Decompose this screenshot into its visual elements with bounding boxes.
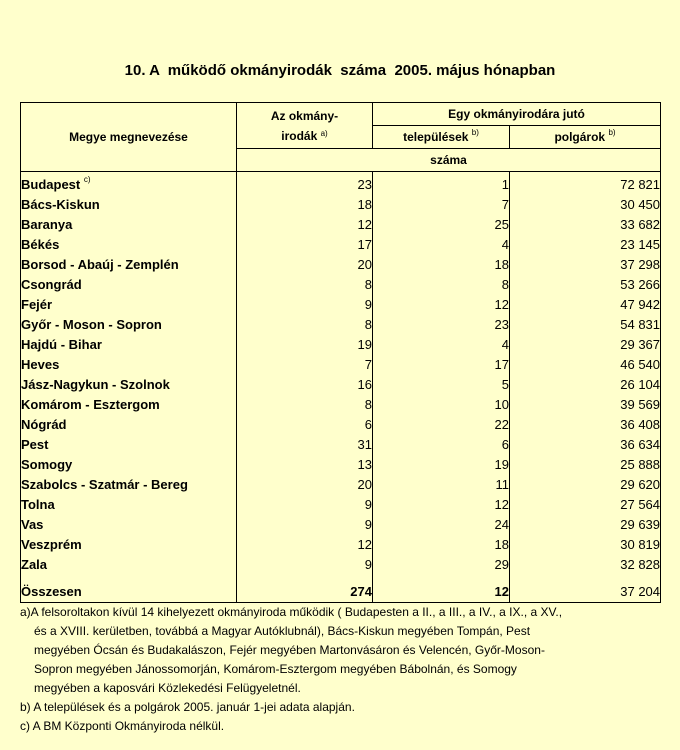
- footnote-line: megyében Ócsán és Budakalászon, Fejér megyében Martonvásáron és Velencén, Győr-Moson-: [34, 643, 545, 657]
- cell-citizens: 29 639: [510, 514, 661, 534]
- county-name-text: Nógrád: [21, 416, 67, 432]
- county-name: [21, 254, 237, 274]
- county-name-text: Hajdú - Bihar: [21, 336, 102, 352]
- cell-settlements: 24: [373, 514, 510, 534]
- cell-citizens: 29 620: [510, 474, 661, 494]
- cell-settlements: 18: [373, 254, 510, 274]
- county-name-text: Pest: [21, 436, 49, 452]
- cell-citizens: 36 634: [510, 434, 661, 454]
- cell-settlements: 10: [373, 394, 510, 414]
- header-citizens-sup: b): [608, 128, 616, 137]
- county-name-text: Tolna: [21, 496, 55, 512]
- county-name: [21, 374, 237, 394]
- county-name: [21, 434, 237, 454]
- county-name: [21, 234, 237, 254]
- header-settlements: [373, 126, 510, 149]
- table-body: [21, 172, 661, 603]
- county-name-text: Heves: [21, 356, 60, 372]
- cell-settlements: 1: [373, 172, 510, 195]
- cell-offices: 8: [237, 274, 373, 294]
- table-row: [21, 414, 661, 434]
- total-row: [21, 580, 661, 603]
- cell-offices: 20: [237, 474, 373, 494]
- cell-settlements: 4: [373, 234, 510, 254]
- table-row: [21, 514, 661, 534]
- county-name-text: Bács-Kiskun: [21, 196, 100, 212]
- total-label: Összesen: [21, 580, 237, 603]
- cell-citizens: 54 831: [510, 314, 661, 334]
- cell-citizens: 46 540: [510, 354, 661, 374]
- cell-citizens: 30 450: [510, 194, 661, 214]
- footnote-line: és a XVIII. kerületben, továbbá a Magyar Autóklubnál), Bács-Kiskun megyében Tompán, Pest: [34, 624, 531, 638]
- cell-settlements: 17: [373, 354, 510, 374]
- footnotes: [20, 603, 660, 736]
- cell-settlements: 29: [373, 554, 510, 574]
- cell-offices: 9: [237, 514, 373, 534]
- cell-citizens: 47 942: [510, 294, 661, 314]
- cell-settlements: 5: [373, 374, 510, 394]
- cell-offices: 18: [237, 194, 373, 214]
- county-name-text: Baranya: [21, 216, 73, 232]
- cell-citizens: 23 145: [510, 234, 661, 254]
- cell-offices: 6: [237, 414, 373, 434]
- header-offices-line1: Az okmány-: [270, 108, 339, 123]
- county-name-text: Budapest: [21, 176, 81, 192]
- cell-settlements: 18: [373, 534, 510, 554]
- county-name: [21, 294, 237, 314]
- county-name-text: Vas: [21, 516, 44, 532]
- header-offices: [237, 103, 373, 149]
- header-per-office-label: Egy okmányirodára jutó: [448, 107, 585, 121]
- county-name: [21, 172, 237, 195]
- table-row: [21, 534, 661, 554]
- cell-citizens: 39 569: [510, 394, 661, 414]
- county-name: [21, 334, 237, 354]
- county-name: [21, 354, 237, 374]
- cell-citizens: 32 828: [510, 554, 661, 574]
- cell-settlements: 8: [373, 274, 510, 294]
- header-county: [21, 103, 237, 172]
- county-name-text: Veszprém: [21, 536, 82, 552]
- table-row: [21, 274, 661, 294]
- footnote-line: b) A települések és a polgárok 2005. január 1-jei adata alapján.: [20, 700, 355, 714]
- county-name: [21, 514, 237, 534]
- county-name: [21, 214, 237, 234]
- footnote-line: megyében a kaposvári Közlekedési Felügyeletnél.: [34, 681, 301, 695]
- total-citizens: 37 204: [510, 580, 661, 603]
- table-row: [21, 354, 661, 374]
- table-row: [21, 374, 661, 394]
- county-name-text: Szabolcs - Szatmár - Bereg: [21, 476, 188, 492]
- county-name-text: Győr - Moson - Sopron: [21, 316, 162, 332]
- header-citizens: [510, 126, 661, 149]
- cell-citizens: 26 104: [510, 374, 661, 394]
- county-name-text: Zala: [21, 556, 48, 572]
- county-name: [21, 394, 237, 414]
- header-settlements-sup: b): [471, 128, 479, 137]
- header-per-office: [373, 103, 661, 126]
- cell-citizens: 27 564: [510, 494, 661, 514]
- table-row: [21, 234, 661, 254]
- header-count: [237, 149, 661, 172]
- county-name-text: Csongrád: [21, 276, 82, 292]
- cell-citizens: 72 821: [510, 172, 661, 195]
- total-settlements: 12: [373, 580, 510, 603]
- cell-offices: 16: [237, 374, 373, 394]
- table-row: [21, 434, 661, 454]
- offices-table: [20, 102, 661, 603]
- header-offices-line2: irodák: [281, 128, 318, 143]
- cell-settlements: 22: [373, 414, 510, 434]
- county-name-text: Somogy: [21, 456, 73, 472]
- cell-offices: 23: [237, 172, 373, 195]
- cell-offices: 12: [237, 534, 373, 554]
- table-row: [21, 394, 661, 414]
- county-name: [21, 454, 237, 474]
- county-name: [21, 274, 237, 294]
- cell-citizens: 37 298: [510, 254, 661, 274]
- county-name-text: Borsod - Abaúj - Zemplén: [21, 256, 179, 272]
- cell-offices: 8: [237, 314, 373, 334]
- header-offices-sup: a): [320, 128, 328, 138]
- county-footnote-marker: c): [83, 174, 91, 184]
- table-row: [21, 194, 661, 214]
- header-citizens-label: polgárok: [554, 130, 606, 144]
- table-row: [21, 294, 661, 314]
- cell-settlements: 7: [373, 194, 510, 214]
- table-row: [21, 214, 661, 234]
- table-row: [21, 172, 661, 195]
- cell-settlements: 11: [373, 474, 510, 494]
- county-name: [21, 554, 237, 574]
- cell-settlements: 12: [373, 294, 510, 314]
- cell-offices: 8: [237, 394, 373, 414]
- table-row: [21, 454, 661, 474]
- county-name: [21, 534, 237, 554]
- table-row: [21, 334, 661, 354]
- cell-settlements: 19: [373, 454, 510, 474]
- table-row: [21, 254, 661, 274]
- cell-citizens: 29 367: [510, 334, 661, 354]
- table-row: [21, 494, 661, 514]
- cell-offices: 9: [237, 554, 373, 574]
- county-name-text: Fejér: [21, 296, 53, 312]
- county-name-text: Békés: [21, 236, 60, 252]
- footnote-line: c) A BM Központi Okmányiroda nélkül.: [20, 719, 225, 733]
- header-county-label: Megye megnevezése: [69, 130, 188, 144]
- cell-offices: 9: [237, 294, 373, 314]
- cell-offices: 13: [237, 454, 373, 474]
- header-count-label: száma: [430, 153, 467, 167]
- total-offices: 274: [237, 580, 373, 603]
- cell-citizens: 53 266: [510, 274, 661, 294]
- cell-settlements: 6: [373, 434, 510, 454]
- cell-citizens: 25 888: [510, 454, 661, 474]
- cell-citizens: 33 682: [510, 214, 661, 234]
- cell-settlements: 23: [373, 314, 510, 334]
- cell-offices: 19: [237, 334, 373, 354]
- footnote-line: Sopron megyében Jánossomorján, Komárom-Esztergom megyében Bábolnán, és Somogy: [34, 662, 517, 676]
- county-name-text: Jász-Nagykun - Szolnok: [21, 376, 170, 392]
- cell-offices: 31: [237, 434, 373, 454]
- cell-offices: 12: [237, 214, 373, 234]
- county-name: [21, 194, 237, 214]
- cell-offices: 17: [237, 234, 373, 254]
- table-row: [21, 474, 661, 494]
- cell-settlements: 12: [373, 494, 510, 514]
- county-name: [21, 314, 237, 334]
- footnote-line: a)A felsoroltakon kívül 14 kihelyezett okmányiroda működik ( Budapesten a II., a III., a IV., a IX., a XV.,: [20, 605, 563, 619]
- county-name-text: Komárom - Esztergom: [21, 396, 160, 412]
- cell-offices: 20: [237, 254, 373, 274]
- cell-settlements: 4: [373, 334, 510, 354]
- cell-citizens: 36 408: [510, 414, 661, 434]
- table-row: [21, 314, 661, 334]
- table-row: [21, 554, 661, 574]
- cell-settlements: 25: [373, 214, 510, 234]
- county-name: [21, 494, 237, 514]
- county-name: [21, 414, 237, 434]
- header-settlements-label: települések: [403, 130, 469, 144]
- county-name: [21, 474, 237, 494]
- cell-offices: 9: [237, 494, 373, 514]
- cell-citizens: 30 819: [510, 534, 661, 554]
- cell-offices: 7: [237, 354, 373, 374]
- page-title: 10. A működő okmányirodák száma 2005. május hónapban: [124, 62, 556, 79]
